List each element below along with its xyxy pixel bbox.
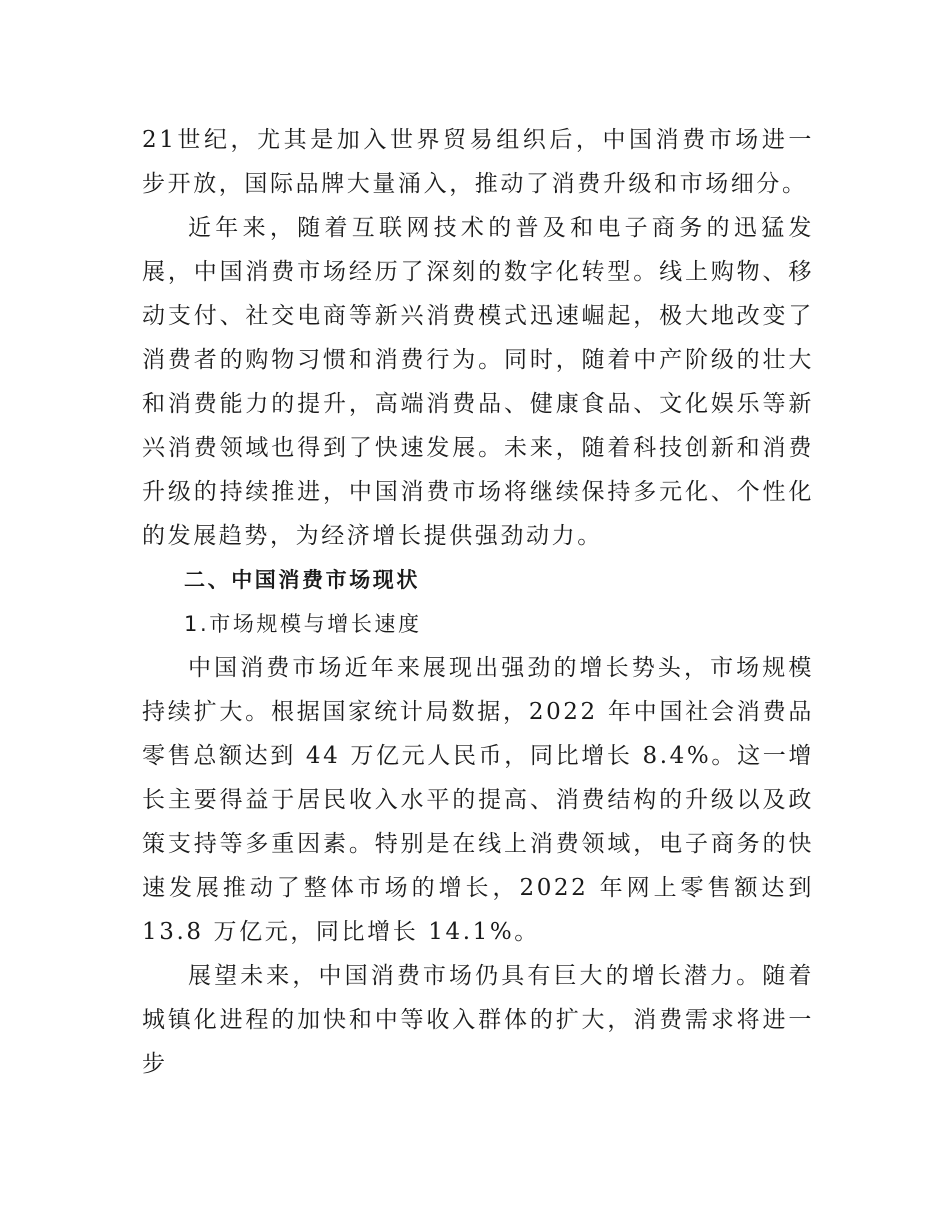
- document-body: [142, 118, 814, 1086]
- paragraph-outlook: 展望未来，中国消费市场仍具有巨大的增长潜力。随着城镇化进程的加快和中等收入群体的扩大，消费需求将进一步: [142, 963, 814, 1077]
- subsection-heading: 1.市场规模与增长速度: [184, 612, 422, 636]
- paragraph-market-size: 中国消费市场近年来展现出强劲的增长势头，市场规模持续扩大。根据国家统计局数据，2022 年中国社会消费品零售总额达到 44 万亿元人民币，同比增长 8.4%。这一增长主要得益于居民收入水平的提高、消费结构的升级以及政策支持等多重因素。特别是在线上消费领域，电子商务的快速发展推动了整体市场的增长，2022 年网上零售额达到 13.8 万亿元，同比增长 14.1%。: [142, 655, 814, 945]
- section-heading: 二、中国消费市场现状: [184, 568, 420, 592]
- paragraph-digital-transformation: 近年来，随着互联网技术的普及和电子商务的迅猛发展，中国消费市场经历了深刻的数字化转型。线上购物、移动支付、社交电商等新兴消费模式迅速崛起，极大地改变了消费者的购物习惯和消费行为。同时，随着中产阶级的壮大和消费能力的提升，高端消费品、健康食品、文化娱乐等新兴消费领域也得到了快速发展。未来，随着科技创新和消费升级的持续推进，中国消费市场将继续保持多元化、个性化的发展趋势，为经济增长提供强劲动力。: [142, 215, 814, 549]
- paragraph-intro-continuation: 21世纪，尤其是加入世界贸易组织后，中国消费市场进一步开放，国际品牌大量涌入，推动了消费升级和市场细分。: [142, 127, 814, 197]
